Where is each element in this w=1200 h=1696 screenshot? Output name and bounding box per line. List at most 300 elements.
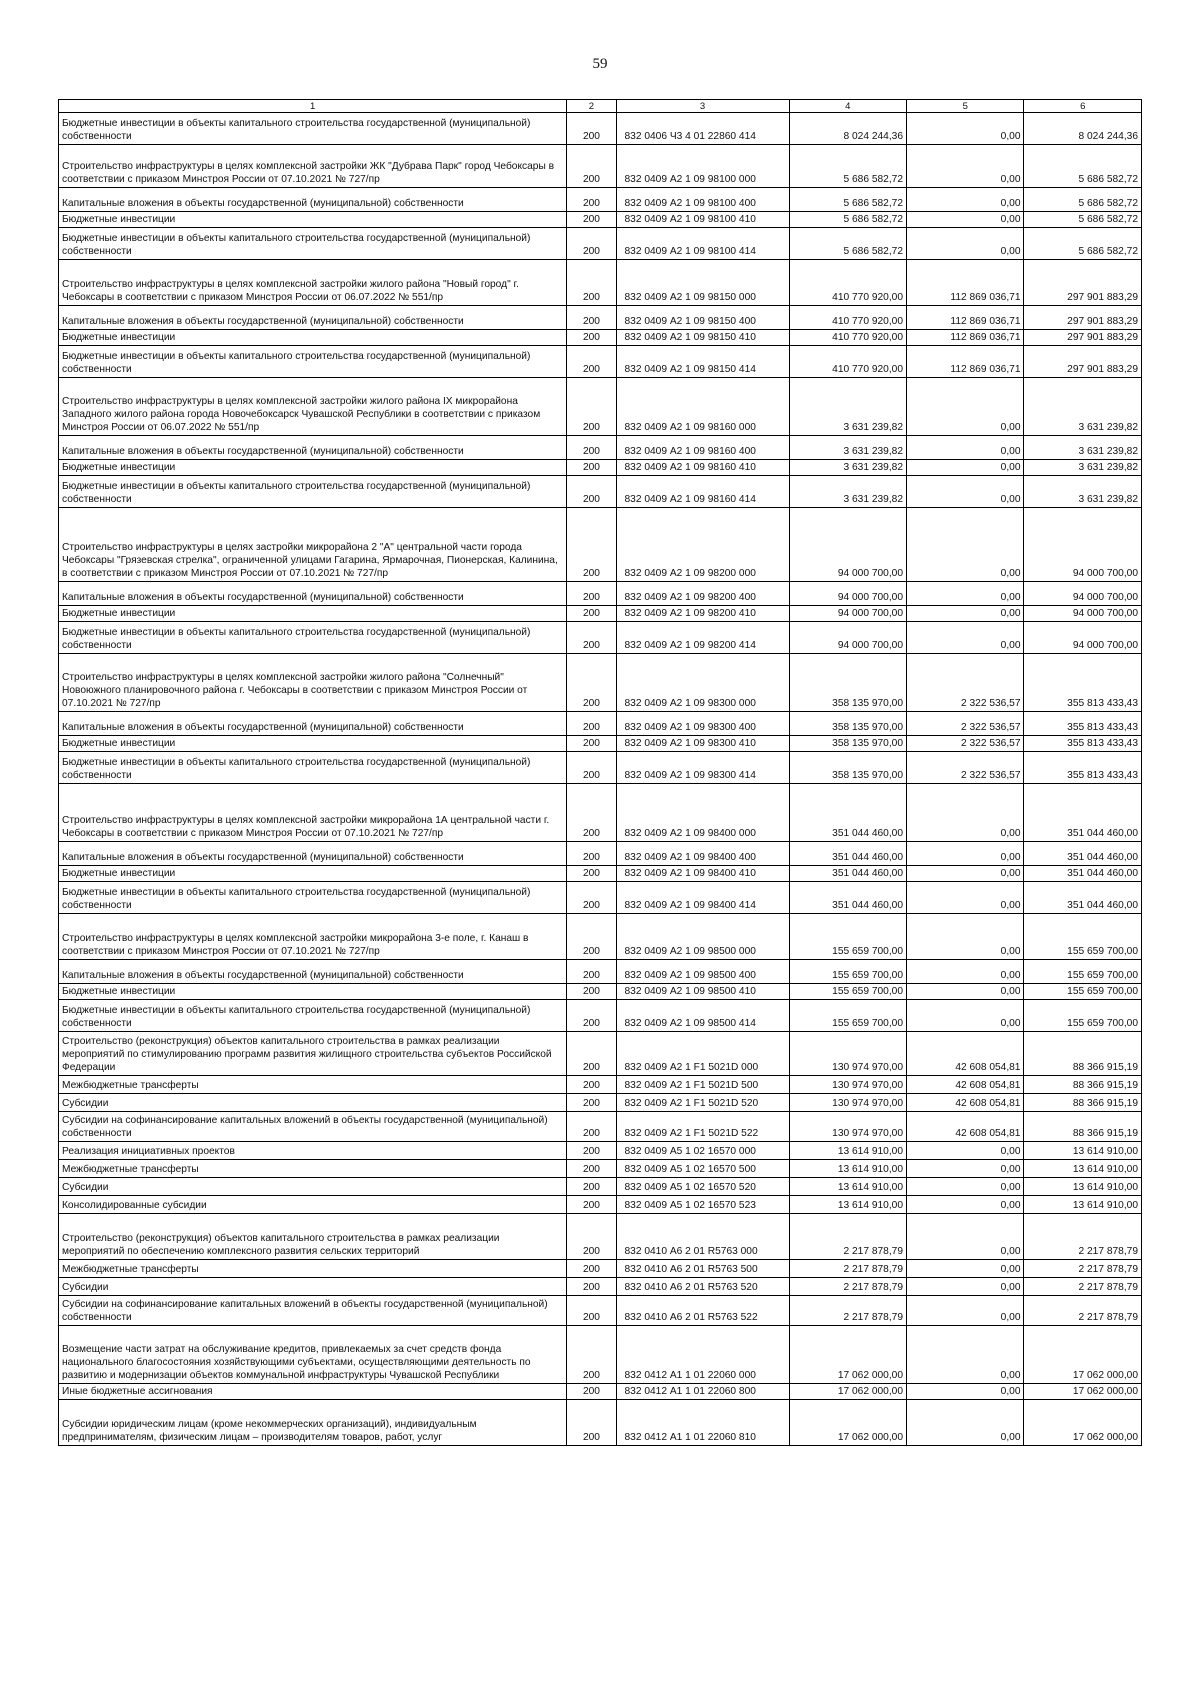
row-name: Бюджетные инвестиции <box>59 866 567 882</box>
table-row <box>59 606 1142 622</box>
row-name: Бюджетные инвестиции в объекты капитального строительства государственной (муниципальной) собственности <box>59 622 567 654</box>
row-name: Субсидии <box>59 1094 567 1112</box>
row-name: Бюджетные инвестиции <box>59 330 567 346</box>
row-budget-code: 832 0409 А2 1 09 98150 000 <box>616 260 789 306</box>
row-amount-total: 3 631 239,82 <box>1024 378 1142 436</box>
row-amount-total: 297 901 883,29 <box>1024 306 1142 330</box>
row-budget-code: 832 0409 А2 1 09 98500 400 <box>616 960 789 984</box>
row-name: Капитальные вложения в объекты государственной (муниципальной) собственности <box>59 582 567 606</box>
row-name: Бюджетные инвестиции <box>59 212 567 228</box>
row-amount-total: 94 000 700,00 <box>1024 606 1142 622</box>
table-row <box>59 1260 1142 1278</box>
row-grbs-code: 200 <box>567 113 616 145</box>
row-budget-code: 832 0409 А2 1 09 98200 000 <box>616 508 789 582</box>
row-amount-approved: 410 770 920,00 <box>789 306 906 330</box>
row-budget-code: 832 0412 А1 1 01 22060 000 <box>616 1326 789 1384</box>
table-body <box>59 113 1142 1446</box>
row-budget-code: 832 0409 А2 1 09 98200 410 <box>616 606 789 622</box>
row-name: Межбюджетные трансферты <box>59 1076 567 1094</box>
row-budget-code: 832 0409 А2 1 09 98100 000 <box>616 145 789 188</box>
row-amount-change: 0,00 <box>907 1278 1024 1296</box>
row-amount-change: 0,00 <box>907 1384 1024 1400</box>
table-row <box>59 1160 1142 1178</box>
row-amount-approved: 5 686 582,72 <box>789 145 906 188</box>
row-amount-change: 0,00 <box>907 212 1024 228</box>
row-amount-approved: 155 659 700,00 <box>789 960 906 984</box>
row-grbs-code: 200 <box>567 984 616 1000</box>
table-row <box>59 842 1142 866</box>
header-col-4: 4 <box>789 100 906 113</box>
row-grbs-code: 200 <box>567 654 616 712</box>
table-row <box>59 212 1142 228</box>
row-budget-code: 832 0409 А2 1 09 98500 000 <box>616 914 789 960</box>
row-amount-approved: 94 000 700,00 <box>789 508 906 582</box>
row-amount-total: 2 217 878,79 <box>1024 1296 1142 1326</box>
row-amount-total: 351 044 460,00 <box>1024 866 1142 882</box>
row-name: Бюджетные инвестиции в объекты капитального строительства государственной (муниципальной) собственности <box>59 752 567 784</box>
row-budget-code: 832 0409 А2 1 F1 5021D 520 <box>616 1094 789 1112</box>
row-grbs-code: 200 <box>567 1384 616 1400</box>
row-amount-approved: 2 217 878,79 <box>789 1260 906 1278</box>
row-amount-approved: 410 770 920,00 <box>789 346 906 378</box>
row-amount-change: 0,00 <box>907 582 1024 606</box>
row-amount-total: 13 614 910,00 <box>1024 1160 1142 1178</box>
row-budget-code: 832 0409 А2 1 09 98160 410 <box>616 460 789 476</box>
row-budget-code: 832 0409 А2 1 09 98500 410 <box>616 984 789 1000</box>
row-amount-change: 0,00 <box>907 1142 1024 1160</box>
row-budget-code: 832 0409 А2 1 09 98160 414 <box>616 476 789 508</box>
row-amount-total: 17 062 000,00 <box>1024 1400 1142 1446</box>
row-amount-total: 155 659 700,00 <box>1024 984 1142 1000</box>
header-col-2: 2 <box>567 100 616 113</box>
row-budget-code: 832 0409 А2 1 09 98160 000 <box>616 378 789 436</box>
row-grbs-code: 200 <box>567 622 616 654</box>
table-row <box>59 436 1142 460</box>
row-amount-approved: 351 044 460,00 <box>789 784 906 842</box>
row-amount-approved: 94 000 700,00 <box>789 582 906 606</box>
table-row <box>59 145 1142 188</box>
row-name: Бюджетные инвестиции в объекты капитального строительства государственной (муниципальной) собственности <box>59 1000 567 1032</box>
row-amount-approved: 351 044 460,00 <box>789 866 906 882</box>
row-amount-change: 0,00 <box>907 1400 1024 1446</box>
row-grbs-code: 200 <box>567 228 616 260</box>
row-budget-code: 832 0406 Ч3 4 01 22860 414 <box>616 113 789 145</box>
table-row <box>59 346 1142 378</box>
row-name: Строительство инфраструктуры в целях комплексной застройки жилого района "Новый город" г. Чебоксары в соответствии с приказом Минстроя России от 06.07.2022 № 551/пр <box>59 260 567 306</box>
row-name: Межбюджетные трансферты <box>59 1160 567 1178</box>
row-grbs-code: 200 <box>567 346 616 378</box>
row-amount-total: 297 901 883,29 <box>1024 346 1142 378</box>
header-col-3: 3 <box>616 100 789 113</box>
row-budget-code: 832 0409 А2 1 09 98400 000 <box>616 784 789 842</box>
row-amount-total: 17 062 000,00 <box>1024 1326 1142 1384</box>
row-budget-code: 832 0409 А2 1 09 98100 410 <box>616 212 789 228</box>
row-grbs-code: 200 <box>567 712 616 736</box>
row-amount-total: 88 366 915,19 <box>1024 1112 1142 1142</box>
row-budget-code: 832 0409 А2 1 09 98160 400 <box>616 436 789 460</box>
row-amount-approved: 155 659 700,00 <box>789 984 906 1000</box>
table-row <box>59 260 1142 306</box>
table-row <box>59 752 1142 784</box>
row-amount-approved: 94 000 700,00 <box>789 606 906 622</box>
table-row <box>59 1278 1142 1296</box>
header-col-6: 6 <box>1024 100 1142 113</box>
row-amount-total: 94 000 700,00 <box>1024 582 1142 606</box>
table-row <box>59 1076 1142 1094</box>
row-name: Капитальные вложения в объекты государственной (муниципальной) собственности <box>59 188 567 212</box>
row-amount-approved: 3 631 239,82 <box>789 436 906 460</box>
row-name: Капитальные вложения в объекты государственной (муниципальной) собственности <box>59 712 567 736</box>
row-budget-code: 832 0409 А2 1 09 98300 400 <box>616 712 789 736</box>
row-name: Строительство инфраструктуры в целях комплексной застройки ЖК "Дубрава Парк" город Чебоксары в соответствии с приказом Минстроя России от 07.10.2021 № 727/пр <box>59 145 567 188</box>
row-budget-code: 832 0410 А6 2 01 R5763 500 <box>616 1260 789 1278</box>
table-row <box>59 882 1142 914</box>
row-amount-approved: 155 659 700,00 <box>789 914 906 960</box>
row-amount-change: 0,00 <box>907 436 1024 460</box>
row-name: Строительство инфраструктуры в целях комплексной застройки жилого района "Солнечный" Новоюжного планировочного района г. Чебоксары в соответствии с приказом Минстроя России от 07.10.2021 № 727/пр <box>59 654 567 712</box>
row-amount-approved: 130 974 970,00 <box>789 1112 906 1142</box>
page-number: 59 <box>592 56 608 72</box>
table-row <box>59 228 1142 260</box>
row-budget-code: 832 0409 А2 1 09 98400 414 <box>616 882 789 914</box>
row-amount-change: 0,00 <box>907 960 1024 984</box>
row-amount-change: 0,00 <box>907 1178 1024 1196</box>
row-grbs-code: 200 <box>567 866 616 882</box>
row-amount-change: 112 869 036,71 <box>907 330 1024 346</box>
row-amount-total: 2 217 878,79 <box>1024 1214 1142 1260</box>
row-budget-code: 832 0409 А2 1 09 98100 414 <box>616 228 789 260</box>
row-grbs-code: 200 <box>567 1094 616 1112</box>
row-budget-code: 832 0409 А2 1 09 98150 410 <box>616 330 789 346</box>
row-grbs-code: 200 <box>567 882 616 914</box>
row-amount-change: 0,00 <box>907 882 1024 914</box>
row-budget-code: 832 0409 А2 1 09 98150 414 <box>616 346 789 378</box>
row-amount-approved: 94 000 700,00 <box>789 622 906 654</box>
row-budget-code: 832 0409 А2 1 F1 5021D 000 <box>616 1032 789 1076</box>
row-amount-change: 0,00 <box>907 606 1024 622</box>
row-amount-total: 13 614 910,00 <box>1024 1178 1142 1196</box>
row-amount-change: 2 322 536,57 <box>907 654 1024 712</box>
row-name: Бюджетные инвестиции в объекты капитального строительства государственной (муниципальной) собственности <box>59 113 567 145</box>
row-name: Субсидии <box>59 1278 567 1296</box>
row-budget-code: 832 0410 А6 2 01 R5763 522 <box>616 1296 789 1326</box>
table-row <box>59 1400 1142 1446</box>
row-amount-change: 0,00 <box>907 228 1024 260</box>
row-amount-approved: 3 631 239,82 <box>789 476 906 508</box>
table-row <box>59 378 1142 436</box>
row-amount-change: 0,00 <box>907 914 1024 960</box>
table-row <box>59 712 1142 736</box>
row-amount-change: 42 608 054,81 <box>907 1076 1024 1094</box>
row-name: Субсидии на софинансирование капитальных вложений в объекты государственной (муниципальной) собственности <box>59 1112 567 1142</box>
row-amount-change: 0,00 <box>907 1214 1024 1260</box>
row-grbs-code: 200 <box>567 1076 616 1094</box>
row-amount-approved: 130 974 970,00 <box>789 1032 906 1076</box>
table-row <box>59 1196 1142 1214</box>
table-row <box>59 736 1142 752</box>
row-amount-change: 42 608 054,81 <box>907 1094 1024 1112</box>
table-row <box>59 784 1142 842</box>
row-grbs-code: 200 <box>567 960 616 984</box>
row-grbs-code: 200 <box>567 1160 616 1178</box>
row-grbs-code: 200 <box>567 212 616 228</box>
table-row <box>59 622 1142 654</box>
row-amount-total: 17 062 000,00 <box>1024 1384 1142 1400</box>
row-name: Капитальные вложения в объекты государственной (муниципальной) собственности <box>59 842 567 866</box>
row-amount-total: 351 044 460,00 <box>1024 784 1142 842</box>
row-grbs-code: 200 <box>567 1000 616 1032</box>
row-budget-code: 832 0409 А2 1 09 98400 410 <box>616 866 789 882</box>
row-amount-change: 0,00 <box>907 984 1024 1000</box>
row-grbs-code: 200 <box>567 1296 616 1326</box>
table-row <box>59 1214 1142 1260</box>
row-grbs-code: 200 <box>567 914 616 960</box>
table-row <box>59 1178 1142 1196</box>
row-amount-approved: 13 614 910,00 <box>789 1178 906 1196</box>
row-name: Субсидии юридическим лицам (кроме некоммерческих организаций), индивидуальным предпринимателям, физическим лицам – производителям товаров, работ, услуг <box>59 1400 567 1446</box>
row-budget-code: 832 0410 А6 2 01 R5763 520 <box>616 1278 789 1296</box>
row-amount-change: 0,00 <box>907 622 1024 654</box>
table-row <box>59 476 1142 508</box>
table-row <box>59 1142 1142 1160</box>
row-amount-approved: 358 135 970,00 <box>789 752 906 784</box>
row-name: Капитальные вложения в объекты государственной (муниципальной) собственности <box>59 436 567 460</box>
row-amount-change: 112 869 036,71 <box>907 306 1024 330</box>
row-budget-code: 832 0409 А2 1 F1 5021D 522 <box>616 1112 789 1142</box>
table-row <box>59 508 1142 582</box>
row-amount-approved: 351 044 460,00 <box>789 882 906 914</box>
row-amount-total: 88 366 915,19 <box>1024 1094 1142 1112</box>
table-row <box>59 1384 1142 1400</box>
row-name: Капитальные вложения в объекты государственной (муниципальной) собственности <box>59 960 567 984</box>
budget-table <box>58 99 1142 1446</box>
row-amount-approved: 358 135 970,00 <box>789 654 906 712</box>
row-amount-total: 3 631 239,82 <box>1024 460 1142 476</box>
row-amount-approved: 3 631 239,82 <box>789 378 906 436</box>
row-budget-code: 832 0409 А5 1 02 16570 523 <box>616 1196 789 1214</box>
row-amount-approved: 5 686 582,72 <box>789 188 906 212</box>
row-amount-total: 5 686 582,72 <box>1024 188 1142 212</box>
table-row <box>59 188 1142 212</box>
row-amount-total: 351 044 460,00 <box>1024 842 1142 866</box>
row-grbs-code: 200 <box>567 1178 616 1196</box>
row-amount-change: 0,00 <box>907 784 1024 842</box>
table-row <box>59 654 1142 712</box>
row-budget-code: 832 0409 А2 1 09 98300 410 <box>616 736 789 752</box>
row-amount-approved: 3 631 239,82 <box>789 460 906 476</box>
row-amount-change: 2 322 536,57 <box>907 752 1024 784</box>
row-amount-change: 0,00 <box>907 1196 1024 1214</box>
row-amount-total: 155 659 700,00 <box>1024 1000 1142 1032</box>
row-amount-approved: 410 770 920,00 <box>789 330 906 346</box>
row-name: Строительство инфраструктуры в целях комплексной застройки микрорайона 3-е поле, г. Канаш в соответствии с приказом Минстроя России от 07.10.2021 № 727/пр <box>59 914 567 960</box>
row-amount-total: 3 631 239,82 <box>1024 476 1142 508</box>
row-name: Бюджетные инвестиции <box>59 606 567 622</box>
row-amount-approved: 13 614 910,00 <box>789 1196 906 1214</box>
row-budget-code: 832 0410 А6 2 01 R5763 000 <box>616 1214 789 1260</box>
row-amount-change: 0,00 <box>907 1260 1024 1278</box>
row-budget-code: 832 0409 А2 1 09 98200 400 <box>616 582 789 606</box>
header-col-5: 5 <box>907 100 1024 113</box>
row-amount-total: 355 813 433,43 <box>1024 712 1142 736</box>
row-budget-code: 832 0409 А2 1 09 98300 000 <box>616 654 789 712</box>
row-budget-code: 832 0409 А2 1 09 98200 414 <box>616 622 789 654</box>
row-amount-approved: 358 135 970,00 <box>789 736 906 752</box>
row-name: Субсидии на софинансирование капитальных вложений в объекты государственной (муниципальной) собственности <box>59 1296 567 1326</box>
row-budget-code: 832 0409 А2 1 09 98100 400 <box>616 188 789 212</box>
row-amount-total: 5 686 582,72 <box>1024 212 1142 228</box>
row-name: Бюджетные инвестиции в объекты капитального строительства государственной (муниципальной) собственности <box>59 346 567 378</box>
table-row <box>59 960 1142 984</box>
table-row <box>59 1000 1142 1032</box>
row-amount-approved: 17 062 000,00 <box>789 1384 906 1400</box>
row-amount-change: 42 608 054,81 <box>907 1032 1024 1076</box>
row-amount-total: 88 366 915,19 <box>1024 1076 1142 1094</box>
row-amount-change: 0,00 <box>907 476 1024 508</box>
row-amount-change: 0,00 <box>907 842 1024 866</box>
row-name: Строительство (реконструкция) объектов капитального строительства в рамках реализации мероприятий по стимулированию программ развития жилищного строительства субъектов Российской Федерации <box>59 1032 567 1076</box>
row-grbs-code: 200 <box>567 1260 616 1278</box>
row-amount-change: 0,00 <box>907 1326 1024 1384</box>
row-amount-change: 112 869 036,71 <box>907 260 1024 306</box>
row-amount-change: 0,00 <box>907 113 1024 145</box>
row-amount-approved: 17 062 000,00 <box>789 1400 906 1446</box>
row-name: Возмещение части затрат на обслуживание кредитов, привлекаемых за счет средств фонда национального благосостояния хозяйствующими субъектами, осуществляющими деятельность по развитию и модернизации объектов коммунальной инфраструктуры Чувашской Республики <box>59 1326 567 1384</box>
row-grbs-code: 200 <box>567 306 616 330</box>
row-grbs-code: 200 <box>567 736 616 752</box>
table-row <box>59 1296 1142 1326</box>
table-row <box>59 914 1142 960</box>
table-row <box>59 113 1142 145</box>
row-amount-approved: 8 024 244,36 <box>789 113 906 145</box>
row-amount-approved: 410 770 920,00 <box>789 260 906 306</box>
row-name: Строительство инфраструктуры в целях комплексной застройки микрорайона 1А центральной части г. Чебоксары в соответствии с приказом Минстроя России от 07.10.2021 № 727/пр <box>59 784 567 842</box>
row-name: Субсидии <box>59 1178 567 1196</box>
row-grbs-code: 200 <box>567 1112 616 1142</box>
row-name: Бюджетные инвестиции в объекты капитального строительства государственной (муниципальной) собственности <box>59 476 567 508</box>
row-budget-code: 832 0409 А5 1 02 16570 000 <box>616 1142 789 1160</box>
row-grbs-code: 200 <box>567 1032 616 1076</box>
row-amount-total: 155 659 700,00 <box>1024 914 1142 960</box>
row-amount-total: 13 614 910,00 <box>1024 1142 1142 1160</box>
table-row <box>59 460 1142 476</box>
row-amount-approved: 5 686 582,72 <box>789 212 906 228</box>
row-amount-total: 297 901 883,29 <box>1024 330 1142 346</box>
row-amount-change: 112 869 036,71 <box>907 346 1024 378</box>
row-amount-total: 88 366 915,19 <box>1024 1032 1142 1076</box>
row-grbs-code: 200 <box>567 842 616 866</box>
row-amount-total: 94 000 700,00 <box>1024 622 1142 654</box>
row-grbs-code: 200 <box>567 330 616 346</box>
row-grbs-code: 200 <box>567 752 616 784</box>
row-budget-code: 832 0409 А2 1 09 98500 414 <box>616 1000 789 1032</box>
row-name: Бюджетные инвестиции в объекты капитального строительства государственной (муниципальной) собственности <box>59 228 567 260</box>
row-grbs-code: 200 <box>567 582 616 606</box>
row-name: Бюджетные инвестиции <box>59 736 567 752</box>
row-grbs-code: 200 <box>567 1326 616 1384</box>
row-amount-approved: 130 974 970,00 <box>789 1094 906 1112</box>
table-row <box>59 1326 1142 1384</box>
header-col-1: 1 <box>59 100 567 113</box>
row-amount-approved: 17 062 000,00 <box>789 1326 906 1384</box>
row-name: Строительство инфраструктуры в целях комплексной застройки жилого района IX микрорайона Западного жилого района города Новочебоксарск Чувашской Республики в соответствии с приказом Минстроя России от 06.07.2022 № 551/пр <box>59 378 567 436</box>
row-amount-change: 0,00 <box>907 508 1024 582</box>
row-grbs-code: 200 <box>567 476 616 508</box>
row-grbs-code: 200 <box>567 436 616 460</box>
row-amount-change: 0,00 <box>907 1160 1024 1178</box>
table-row <box>59 582 1142 606</box>
row-grbs-code: 200 <box>567 784 616 842</box>
row-name: Капитальные вложения в объекты государственной (муниципальной) собственности <box>59 306 567 330</box>
row-amount-approved: 13 614 910,00 <box>789 1160 906 1178</box>
header-row <box>59 100 1142 113</box>
row-amount-change: 0,00 <box>907 188 1024 212</box>
row-amount-total: 94 000 700,00 <box>1024 508 1142 582</box>
row-amount-total: 5 686 582,72 <box>1024 145 1142 188</box>
row-amount-total: 3 631 239,82 <box>1024 436 1142 460</box>
row-amount-total: 13 614 910,00 <box>1024 1196 1142 1214</box>
row-amount-approved: 351 044 460,00 <box>789 842 906 866</box>
row-budget-code: 832 0409 А2 1 09 98300 414 <box>616 752 789 784</box>
row-grbs-code: 200 <box>567 145 616 188</box>
row-amount-approved: 2 217 878,79 <box>789 1296 906 1326</box>
row-amount-change: 0,00 <box>907 378 1024 436</box>
table-row <box>59 306 1142 330</box>
row-name: Консолидированные субсидии <box>59 1196 567 1214</box>
row-grbs-code: 200 <box>567 1278 616 1296</box>
row-budget-code: 832 0409 А5 1 02 16570 520 <box>616 1178 789 1196</box>
row-amount-change: 0,00 <box>907 1296 1024 1326</box>
row-budget-code: 832 0409 А2 1 F1 5021D 500 <box>616 1076 789 1094</box>
row-amount-approved: 130 974 970,00 <box>789 1076 906 1094</box>
row-amount-total: 2 217 878,79 <box>1024 1260 1142 1278</box>
row-amount-approved: 2 217 878,79 <box>789 1214 906 1260</box>
row-amount-total: 351 044 460,00 <box>1024 882 1142 914</box>
row-name: Межбюджетные трансферты <box>59 1260 567 1278</box>
row-grbs-code: 200 <box>567 460 616 476</box>
row-name: Строительство (реконструкция) объектов капитального строительства в рамках реализации мероприятий по обеспечению комплексного развития сельских территорий <box>59 1214 567 1260</box>
table-row <box>59 1112 1142 1142</box>
row-budget-code: 832 0409 А5 1 02 16570 500 <box>616 1160 789 1178</box>
row-grbs-code: 200 <box>567 1214 616 1260</box>
row-name: Бюджетные инвестиции <box>59 460 567 476</box>
row-amount-total: 5 686 582,72 <box>1024 228 1142 260</box>
row-grbs-code: 200 <box>567 1196 616 1214</box>
row-amount-change: 0,00 <box>907 1000 1024 1032</box>
row-amount-approved: 13 614 910,00 <box>789 1142 906 1160</box>
row-amount-total: 2 217 878,79 <box>1024 1278 1142 1296</box>
row-name: Бюджетные инвестиции <box>59 984 567 1000</box>
row-amount-change: 2 322 536,57 <box>907 736 1024 752</box>
table-row <box>59 866 1142 882</box>
row-amount-total: 155 659 700,00 <box>1024 960 1142 984</box>
row-amount-total: 355 813 433,43 <box>1024 736 1142 752</box>
table-row <box>59 984 1142 1000</box>
row-amount-change: 2 322 536,57 <box>907 712 1024 736</box>
row-grbs-code: 200 <box>567 606 616 622</box>
row-name: Бюджетные инвестиции в объекты капитального строительства государственной (муниципальной) собственности <box>59 882 567 914</box>
row-name: Иные бюджетные ассигнования <box>59 1384 567 1400</box>
row-amount-change: 42 608 054,81 <box>907 1112 1024 1142</box>
table-row <box>59 1032 1142 1076</box>
row-amount-approved: 2 217 878,79 <box>789 1278 906 1296</box>
table-row <box>59 1094 1142 1112</box>
row-amount-change: 0,00 <box>907 866 1024 882</box>
row-amount-total: 355 813 433,43 <box>1024 752 1142 784</box>
row-amount-total: 355 813 433,43 <box>1024 654 1142 712</box>
row-name: Реализация инициативных проектов <box>59 1142 567 1160</box>
row-grbs-code: 200 <box>567 260 616 306</box>
